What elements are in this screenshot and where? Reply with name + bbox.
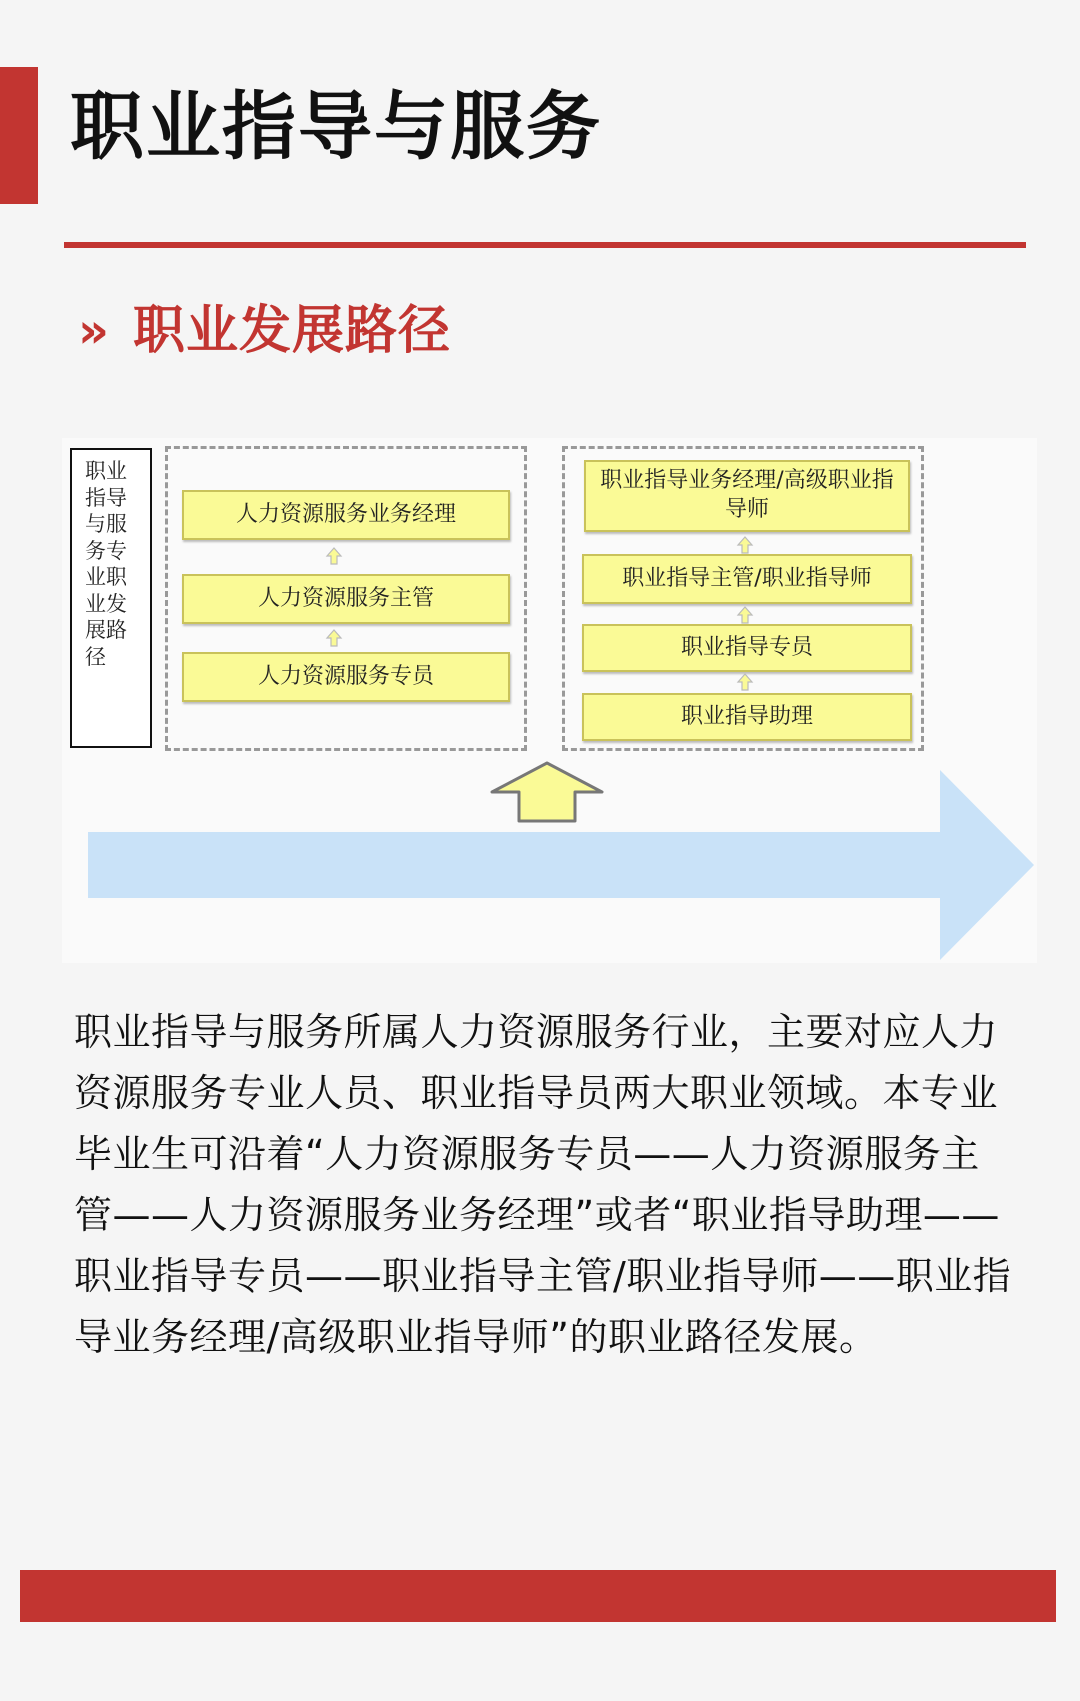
double-chevron-icon: » [78,303,110,359]
path-box: 职业指导业务经理/高级职业指导师 [584,460,910,532]
page-title: 职业指导与服务 [70,84,602,170]
title-accent-bar [0,67,38,204]
path-box: 职业指导专员 [582,624,912,672]
path-box: 人力资源服务专员 [182,652,510,702]
side-label-box [70,448,152,748]
arrow-up-icon [735,535,755,555]
footer-accent-bar [20,1570,1056,1622]
title-divider [64,242,1026,248]
arrow-up-icon [324,628,344,648]
side-label: 职业指导与服务专业职业发展路径 [85,459,127,669]
progression-arrow-icon [88,770,1034,960]
description-text: 职业指导与服务所属人力资源服务行业，主要对应人力资源服务专业人员、职业指导员两大职业领域。本专业毕业生可沿着“人力资源服务专员——人力资源服务主管——人力资源服务业务经理”或者“职业指导助理——职业指导专员——职业指导主管/职业指导师——职业指导业务经理/高级职业指导师”的职业路径发展。 [74,1010,1012,1359]
section-title: 职业发展路径 [133,301,452,361]
path-box: 人力资源服务主管 [182,574,510,624]
path-box: 人力资源服务业务经理 [182,490,510,540]
arrow-up-icon [735,605,755,625]
career-path-diagram [62,438,1037,963]
arrow-up-icon [324,546,344,566]
arrow-up-icon [735,672,755,692]
section-heading [78,301,452,361]
path-box: 职业指导助理 [582,693,912,741]
path-box: 职业指导主管/职业指导师 [582,554,912,604]
